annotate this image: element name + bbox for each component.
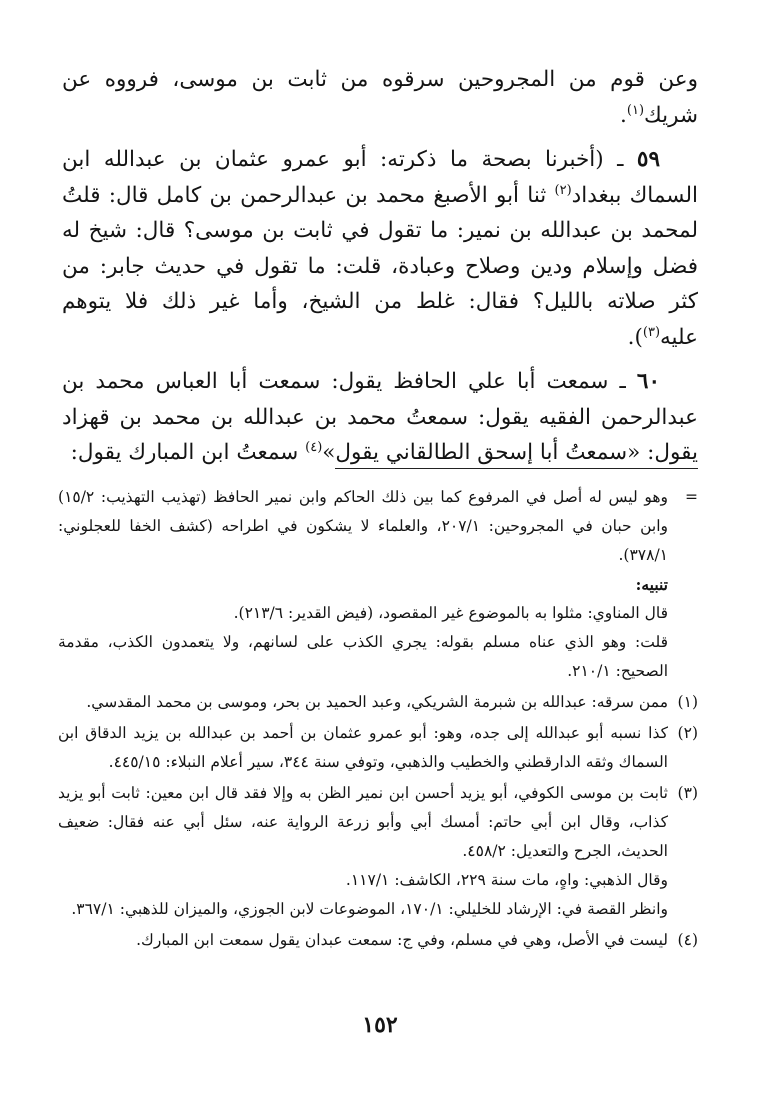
footnote-line: وهو ليس له أصل في المرفوع كما بين ذلك الحاكم وابن نمير الحافظ (تهذيب التهذيب: ١٥/٢) وابن حبان في المجروحين: ٢٠٧/١، والعلماء لا يشكون في اطراحه (كشف الخفا للعجلوني: ٣٧٨/١). (58, 488, 668, 564)
footnote-divider (335, 468, 698, 469)
footnote-3 (58, 779, 698, 924)
paragraph-60: ٦٠ ـ سمعت أبا علي الحافظ يقول: سمعت أبا العباس محمد بن عبدالرحمن الفقيه يقول: سمعتُ محمد بن عبدالله بن محمد بن قهزاد يقول: «سمعتُ أبا إسحق الطالقاني يقول»$^{(٤)}$ سمعتُ ابن المبارك يقول: (62, 369, 698, 465)
footnote-number: (٣) (677, 784, 698, 802)
footnote-line: وانظر القصة في: الإرشاد للخليلي: ١٧٠/١، الموضوعات لابن الجوزي، والميزان للذهبي: ٣٦٧/١. (71, 900, 668, 918)
paragraph-59: ٥٩ ـ (أخبرنا بصحة ما ذكرته: أبو عمرو عثمان بن عبدالله ابن السماك ببغداد$^{(٢)}$ ثنا أبو الأصبغ محمد بن عبدالرحمن بن كامل قال: قلتُ لمحمد بن عبدالله بن نمير: ما تقول في ثابت بن موسى؟ قال: شيخ له فضل وإسلام ودين وصلاح وعبادة، قلت: ما تقول في حديث جابر: من كثر صلاته بالليل؟ فقال: غلط من الشيخ، وأما غير ذلك فلا يتوهم عليه$^{(٣)}$). (62, 147, 698, 350)
footnote-ref-3[interactable]: (٣) (642, 324, 661, 340)
footnote-line: قال المناوي: مثلوا به بالموضوع غير المقصود، (فيض القدير: ٢١٣/٦). (233, 604, 668, 622)
footnote-line: ثابت بن موسى الكوفي، أبو يزيد أحسن ابن نمير الظن به وإلا فقد قال ابن معين: ثابت أبو يزيد كذاب، وقال ابن أبي حاتم: أمسك أبي وأبو زرعة الرواية عنه، سئل أبي عنه فقال: ضعيف الحديث، الجرح والتعديل: ٤٥٨/٢. (58, 784, 668, 860)
footnote-line: ممن سرقه: عبدالله بن شبرمة الشريكي، وعبد الحميد بن بحر، وموسى بن محمد المقدسي. (86, 693, 668, 711)
hadith-number-60: ٦٠ (636, 369, 660, 394)
footnote-line: كذا نسبه أبو عبدالله إلى جده، وهو: أبو عمرو عثمان بن أحمد بن عبدالله بن يزيد الدقاق ابن السماك وثقه الدارقطني والخطيب والذهبي، وتوفي سنة ٣٤٤، سير أعلام النبلاء: ٤٤٥/١٥. (58, 724, 668, 771)
footnote-ref-1[interactable]: (١) (626, 102, 645, 118)
footnotes (58, 483, 698, 955)
footnote-number: (٢) (677, 724, 698, 742)
footnote-1 (58, 688, 698, 717)
paragraph-continuation: وعن قوم من المجروحين سرقوه من ثابت بن موسى، فرووه عن شريك$^{(١)}$. (62, 67, 698, 128)
footnote-ref-4[interactable]: (٤) (305, 439, 323, 455)
footnote-2 (58, 719, 698, 777)
footnote-4 (58, 926, 698, 955)
footnote-number: (١) (677, 693, 698, 711)
footnote-line: وقال الذهبي: واهٍ، مات سنة ٢٢٩، الكاشف: ١١٧/١. (345, 871, 668, 889)
footnote-number: (٤) (677, 931, 698, 949)
footnote-line: قلت: وهو الذي عناه مسلم بقوله: يجري الكذب على لسانهم، ولا يتعمدون الكذب، مقدمة الصحيح: ٢١٠/١. (58, 633, 668, 680)
continuation-marker: = (685, 488, 698, 506)
hadith-number-59: ٥٩ (636, 147, 660, 172)
page-number: ١٥٢ (362, 1012, 398, 1038)
main-text (62, 62, 698, 471)
footnote-continuation (58, 483, 698, 686)
footnote-ref-2[interactable]: (٢) (554, 182, 572, 198)
tanbih-label: تنبيه: (635, 575, 668, 594)
footnote-line: ليست في الأصل، وهي في مسلم، وفي ج: سمعت عبدان يقول سمعت ابن المبارك. (136, 931, 668, 949)
